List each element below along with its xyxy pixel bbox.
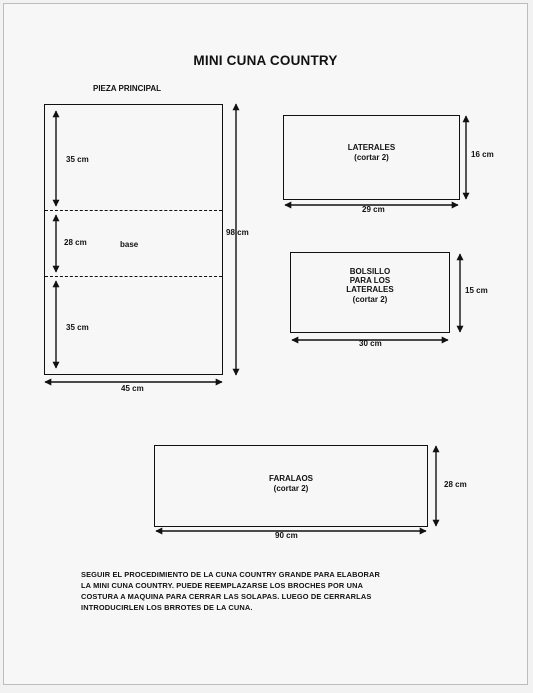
faralaos-cut-note: (cortar 2) bbox=[273, 484, 309, 493]
instruction-line: COSTURA A MAQUINA PARA CERRAR LAS SOLAPAS. LUEGO DE CERRARLAS bbox=[81, 592, 372, 601]
bolsillo-name-line-3: LATERALES bbox=[346, 285, 394, 294]
bolsillo-height-label: 15 cm bbox=[465, 286, 488, 295]
main-top-section-label: 35 cm bbox=[66, 155, 89, 164]
main-piece-heading: PIEZA PRINCIPAL bbox=[93, 84, 162, 93]
instructions-text bbox=[81, 569, 501, 613]
faralaos-height-label: 28 cm bbox=[444, 480, 467, 489]
bolsillo-name-line-2: PARA LOS bbox=[349, 276, 391, 285]
main-base-label: base bbox=[120, 240, 139, 249]
main-width-label: 45 cm bbox=[121, 384, 144, 393]
faralaos-width-label: 90 cm bbox=[275, 531, 298, 540]
bolsillo-name-line-1: BOLSILLO bbox=[349, 267, 391, 276]
instruction-line: SEGUIR EL PROCEDIMIENTO DE LA CUNA COUNTRY GRANDE PARA ELABORAR bbox=[81, 570, 380, 579]
laterales-width-label: 29 cm bbox=[362, 205, 385, 214]
page-title: MINI CUNA COUNTRY bbox=[193, 53, 338, 68]
main-height-label: 98 cm bbox=[226, 228, 249, 237]
pattern-sheet bbox=[3, 3, 528, 685]
main-middle-section-label: 28 cm bbox=[64, 238, 87, 247]
main-bottom-section-label: 35 cm bbox=[66, 323, 89, 332]
laterales-cut-note: (cortar 2) bbox=[354, 153, 389, 162]
laterales-height-label: 16 cm bbox=[471, 150, 494, 159]
bolsillo-width-label: 30 cm bbox=[359, 339, 382, 348]
faralaos-name: FARALAOS bbox=[269, 474, 313, 483]
instruction-line: LA MINI CUNA COUNTRY. PUEDE REEMPLAZARSE LOS BROCHES POR UNA bbox=[81, 581, 364, 590]
bolsillo-cut-note: (cortar 2) bbox=[352, 295, 388, 304]
laterales-name: LATERALES bbox=[347, 143, 396, 152]
instruction-line: INTRODUCIRLEN LOS BRROTES DE LA CUNA. bbox=[81, 603, 253, 612]
